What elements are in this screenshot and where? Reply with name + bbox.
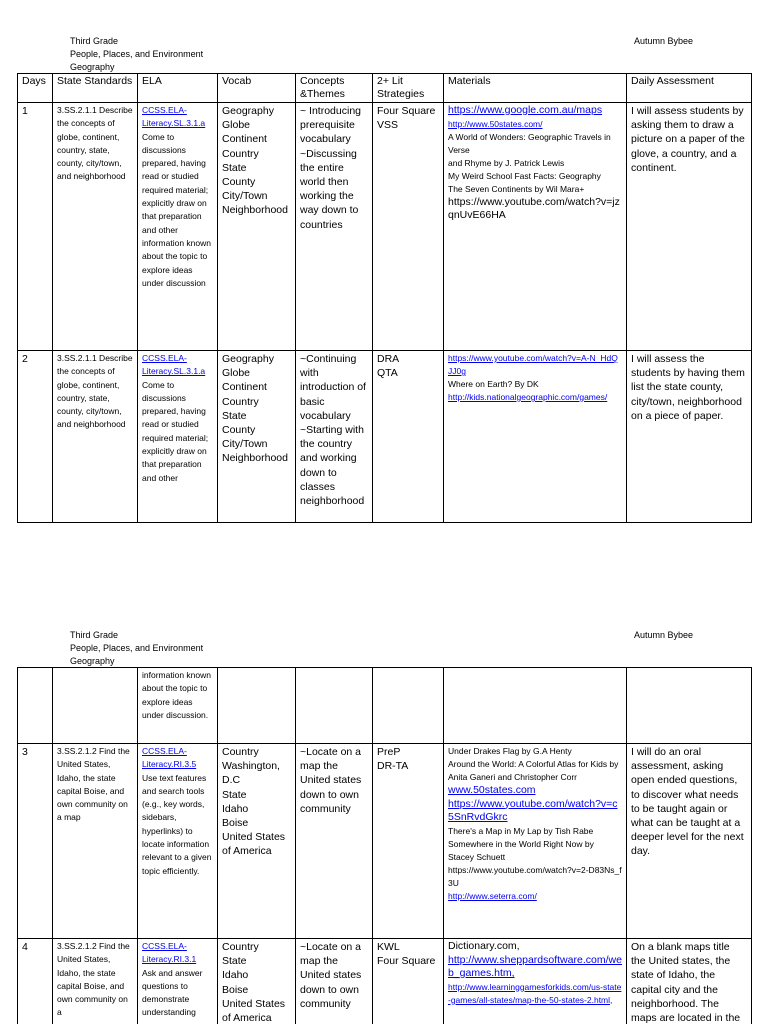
material-link[interactable]: http://kids.nationalgeographic.com/games/ bbox=[448, 392, 608, 402]
strategies-cell bbox=[373, 103, 444, 351]
vocab-word: State bbox=[222, 161, 247, 174]
concepts-cell: ~ Introducing prerequisite vocabulary ~Discussing the entire world then working the way down to countries bbox=[296, 103, 373, 351]
table-header-row bbox=[18, 74, 752, 103]
assessment-cell bbox=[627, 668, 752, 744]
standard-cell: 3.SS.2.1.2 Find the United States, Idaho, the state capital Boise, and own community on a bbox=[53, 939, 138, 1024]
day-cell: 2 bbox=[18, 351, 53, 523]
strategies-cell bbox=[373, 939, 444, 1024]
ela-standard-link[interactable]: CCSS.ELA-Literacy.RI.3.1 bbox=[142, 941, 197, 965]
material-link[interactable]: http://www.learninggamesforkids.com/us-state-games/all-states/map-the-50-states-2.html, bbox=[448, 981, 622, 1005]
materials-cell bbox=[444, 939, 627, 1024]
vocab-word: County bbox=[222, 176, 256, 189]
material-item: There's a Map in My Lap by Tish Rabe bbox=[448, 825, 594, 836]
material-link[interactable]: https://www.google.com.au/maps bbox=[448, 104, 603, 116]
vocab-word: City/Town bbox=[222, 190, 268, 203]
table-row bbox=[18, 744, 752, 939]
vocab-word: Neighborhood bbox=[222, 452, 288, 465]
materials-cell bbox=[444, 103, 627, 351]
header-unit: People, Places, and Environment bbox=[70, 643, 204, 653]
day-cell: 3 bbox=[18, 744, 53, 939]
lesson-plan-table-page2 bbox=[17, 667, 752, 1024]
col-header-materials: Materials bbox=[444, 74, 627, 103]
day-cell bbox=[18, 668, 53, 744]
vocab-cell bbox=[218, 744, 296, 939]
concepts-cell: ~Locate on a map the United states down to own community bbox=[296, 744, 373, 939]
ela-standard-link[interactable]: CCSS.ELA-Literacy.RI.3.5 bbox=[142, 746, 197, 770]
ela-cell bbox=[138, 103, 218, 351]
day-cell: 1 bbox=[18, 103, 53, 351]
vocab-word: United States of America bbox=[222, 997, 286, 1024]
vocab-word: Boise bbox=[222, 983, 249, 996]
material-item: Around the World: A Colorful Atlas for Kids by Anita Ganeri and Christopher Corr bbox=[448, 759, 619, 782]
col-header-concepts: Concepts &Themes bbox=[296, 74, 373, 103]
page2-header-author: Autumn Bybee bbox=[634, 630, 694, 640]
material-link[interactable]: https://www.youtube.com/watch?v=c5SnRvdGkrc bbox=[448, 797, 618, 823]
vocab-word: Globe bbox=[222, 119, 251, 132]
vocab-cell bbox=[218, 103, 296, 351]
strategies-cell bbox=[373, 668, 444, 744]
lesson-plan-table-page1 bbox=[17, 73, 752, 523]
material-item: Under Drakes Flag by G.A Henty bbox=[448, 746, 572, 756]
strategy-item: Four Square bbox=[377, 105, 436, 117]
material-link[interactable]: www.50states.com bbox=[448, 784, 536, 796]
ela-cell bbox=[138, 744, 218, 939]
strategy-item: VSS bbox=[377, 119, 399, 132]
material-item: https://www.youtube.com/watch?v=2-D83Ns_f3U bbox=[448, 864, 622, 888]
vocab-word: Geography bbox=[222, 105, 274, 117]
col-header-days: Days bbox=[18, 74, 53, 103]
col-header-assessment: Daily Assessment bbox=[627, 74, 752, 103]
material-item: and Rhyme by J. Patrick Lewis bbox=[448, 157, 565, 168]
assessment-cell: I will do an oral assessment, asking open ended questions, to discover what needs to be taught again or what can be taught at a deeper level for the next day. bbox=[627, 744, 752, 939]
vocab-word: Idaho bbox=[222, 802, 249, 815]
material-link[interactable]: http://www.50states.com/ bbox=[448, 118, 543, 129]
col-header-ela: ELA bbox=[138, 74, 218, 103]
vocab-cell bbox=[218, 351, 296, 523]
strategy-item: DR-TA bbox=[377, 760, 409, 773]
vocab-word: Neighborhood bbox=[222, 204, 288, 217]
strategies-cell bbox=[373, 744, 444, 939]
material-link[interactable]: http://www.sheppardsoftware.com/web_games.htm, bbox=[448, 953, 622, 979]
vocab-word: Country bbox=[222, 746, 259, 758]
vocab-word: Geography bbox=[222, 353, 274, 365]
vocab-word: Country bbox=[222, 941, 259, 953]
ela-standard-link[interactable]: CCSS.ELA-Literacy.SL.3.1.a bbox=[142, 105, 206, 129]
ela-cell: information known about the topic to explore ideas under discussion. bbox=[138, 668, 218, 744]
col-header-vocab: Vocab bbox=[218, 74, 296, 103]
table-row bbox=[18, 351, 752, 523]
assessment-cell: On a blank maps title the United states, the state of Idaho, the capital city and the neighborhood. The maps are located in the bbox=[627, 939, 752, 1024]
header-grade: Third Grade bbox=[70, 630, 119, 640]
vocab-word: Country bbox=[222, 395, 259, 408]
ela-cell bbox=[138, 351, 218, 523]
header-subject: Geography bbox=[70, 62, 115, 72]
vocab-word: Continent bbox=[222, 133, 267, 146]
vocab-word: County bbox=[222, 424, 256, 437]
standard-cell: 3.SS.2.1.2 Find the United States, Idaho, the state capital Boise, and own community on a map bbox=[53, 744, 138, 939]
table-row bbox=[18, 939, 752, 1024]
vocab-word: Globe bbox=[222, 367, 251, 380]
ela-standard-text: Come to discussions prepared, having read or studied required material; explicitly draw on that preparation and other information known about the topic to explore ideas under discussion bbox=[142, 131, 211, 288]
table-row-continued bbox=[18, 668, 752, 744]
vocab-cell bbox=[218, 939, 296, 1024]
vocab-cell bbox=[218, 668, 296, 744]
header-unit: People, Places, and Environment bbox=[70, 49, 204, 59]
vocab-word: Washington, D.C bbox=[222, 760, 280, 787]
vocab-word: Boise bbox=[222, 817, 249, 830]
strategy-item: QTA bbox=[377, 367, 398, 380]
material-link[interactable]: http://www.seterra.com/ bbox=[448, 890, 537, 901]
col-header-standards: State Standards bbox=[53, 74, 138, 103]
assessment-cell: I will assess students by asking them to draw a picture on a paper of the glove, a country, and a continent. bbox=[627, 103, 752, 351]
vocab-word: State bbox=[222, 788, 247, 801]
material-item: Somewhere in the World Right Now by Stacey Schuett bbox=[448, 838, 594, 862]
standard-cell bbox=[53, 668, 138, 744]
ela-cell bbox=[138, 939, 218, 1024]
materials-cell bbox=[444, 668, 627, 744]
strategy-item: PreP bbox=[377, 746, 401, 758]
table-row bbox=[18, 103, 752, 351]
strategy-item: DRA bbox=[377, 353, 400, 365]
vocab-word: Country bbox=[222, 147, 259, 160]
material-item: Where on Earth? By DK bbox=[448, 379, 539, 389]
material-item: A World of Wonders: Geographic Travels in Verse bbox=[448, 131, 611, 155]
ela-standard-link[interactable]: CCSS.ELA-Literacy.SL.3.1.a bbox=[142, 353, 206, 377]
ela-standard-text: Come to discussions prepared, having read or studied required material; explicitly draw on that preparation and other bbox=[142, 379, 209, 483]
concepts-cell: ~Continuing with introduction of basic vocabulary ~Starting with the country and working down to classes neighborhood bbox=[296, 351, 373, 523]
materials-cell bbox=[444, 351, 627, 523]
page2-header-left bbox=[70, 629, 290, 668]
material-item: https://www.youtube.com/watch?v=jzqnUvE66HA bbox=[448, 195, 620, 221]
concepts-cell bbox=[296, 668, 373, 744]
ela-standard-text: Use text features and search tools (e.g., key words, sidebars, hyperlinks) to locate information relevant to a given topic efficiently. bbox=[142, 772, 212, 876]
header-grade: Third Grade bbox=[70, 36, 119, 46]
material-item: The Seven Continents by Wil Mara+ bbox=[448, 183, 585, 194]
material-item: Dictionary.com, bbox=[448, 940, 520, 952]
standard-cell: 3.SS.2.1.1 Describe the concepts of globe, continent, country, state, county, city/town, and neighborhood bbox=[53, 103, 138, 351]
concepts-cell: ~Locate on a map the United states down to own community bbox=[296, 939, 373, 1024]
materials-cell bbox=[444, 744, 627, 939]
header-subject: Geography bbox=[70, 656, 115, 666]
standard-cell: 3.SS.2.1.1 Describe the concepts of globe, continent, country, state, county, city/town, and neighborhood bbox=[53, 351, 138, 523]
material-link[interactable]: https://www.youtube.com/watch?v=A-N_HdQJJ0g bbox=[448, 353, 618, 376]
col-header-strategies: 2+ Lit Strategies bbox=[373, 74, 444, 103]
vocab-word: City/Town bbox=[222, 438, 268, 451]
vocab-word: Continent bbox=[222, 381, 267, 394]
strategy-item: Four Square bbox=[377, 955, 436, 968]
day-cell: 4 bbox=[18, 939, 53, 1024]
material-item: My Weird School Fast Facts: Geography bbox=[448, 170, 601, 181]
strategies-cell bbox=[373, 351, 444, 523]
strategy-item: KWL bbox=[377, 941, 400, 953]
ela-standard-text: Ask and answer questions to demonstrate understanding bbox=[142, 967, 203, 1018]
assessment-cell: I will assess the students by having them list the state county, city/town, neighborhood on a piece of paper. bbox=[627, 351, 752, 523]
vocab-word: State bbox=[222, 409, 247, 422]
vocab-word: State bbox=[222, 955, 247, 968]
page1-header-author: Autumn Bybee bbox=[634, 36, 694, 46]
page1-header-left bbox=[70, 35, 290, 74]
vocab-word: United States of America bbox=[222, 831, 286, 858]
vocab-word: Idaho bbox=[222, 969, 249, 982]
